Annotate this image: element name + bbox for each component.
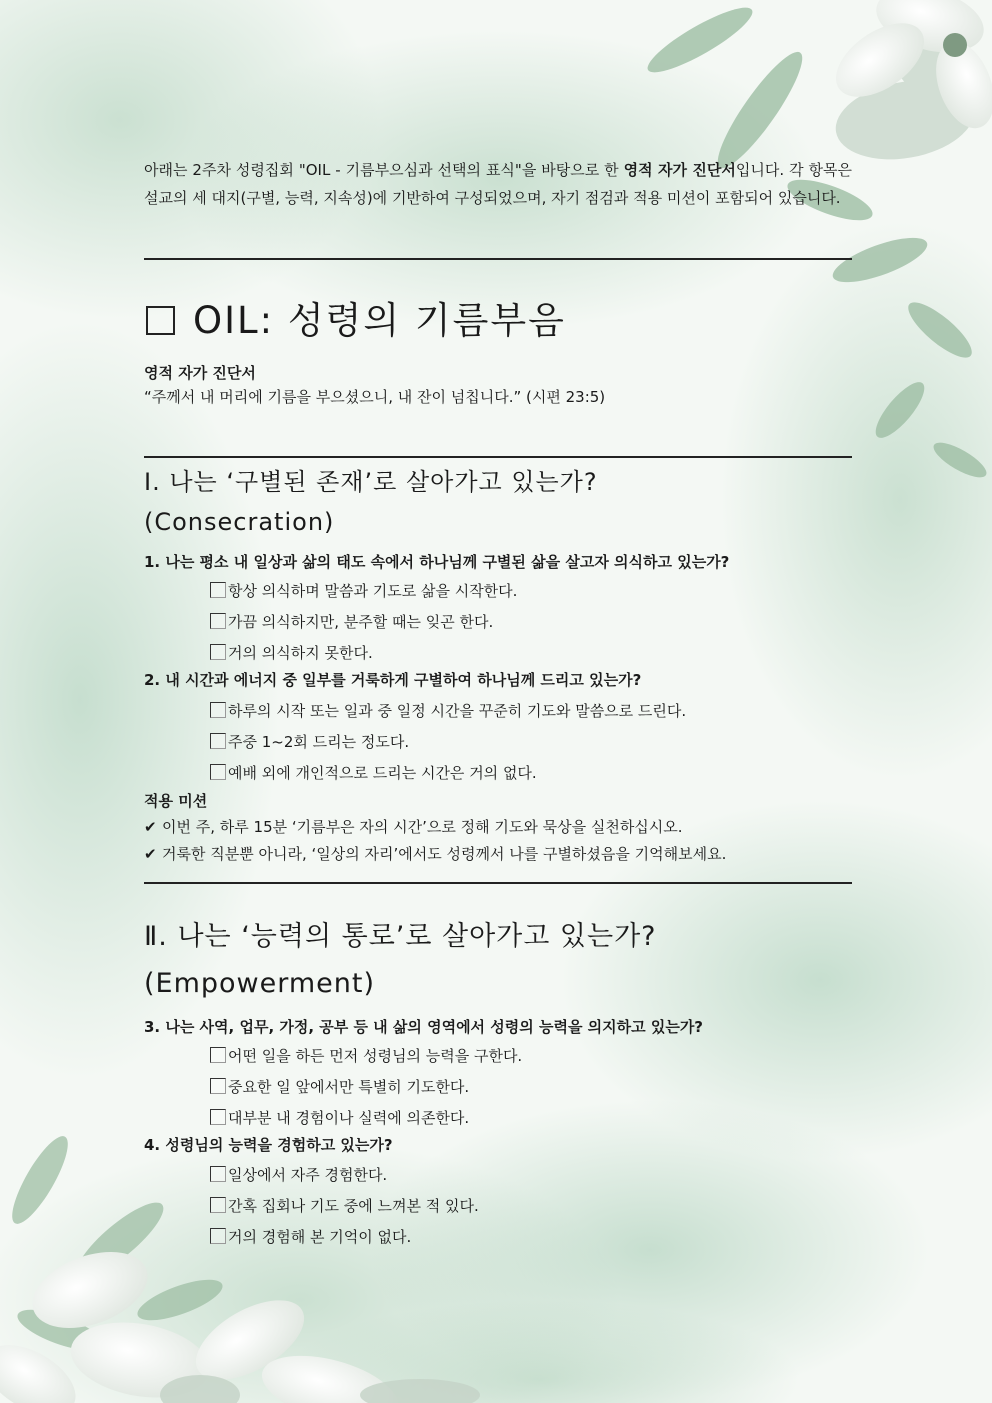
mission-heading: 적용 미션 (144, 792, 208, 810)
option-item[interactable] (210, 700, 686, 721)
section-2-title: Ⅱ. 나는 ‘능력의 통로’로 살아가고 있는가? (144, 921, 657, 952)
question-2: 2. 내 시간과 에너지 중 일부를 거룩하게 구별하여 하나님께 드리고 있는가? (144, 671, 642, 689)
checkbox[interactable] (210, 764, 226, 780)
option-item[interactable] (210, 1045, 522, 1066)
checkmark-icon: ✔ (144, 818, 157, 836)
mission-text: 이번 주, 하루 15분 ‘기름부은 자의 시간’으로 정해 기도와 묵상을 실천하십시오. (162, 818, 683, 836)
section-2-subtitle: (Empowerment) (144, 968, 376, 999)
checkbox[interactable] (210, 1078, 226, 1094)
option-item[interactable] (210, 1076, 469, 1097)
option-item[interactable] (210, 1164, 387, 1185)
checkbox[interactable] (210, 1228, 226, 1244)
option-label: 어떤 일을 하든 먼저 성령님의 능력을 구한다. (228, 1047, 523, 1065)
divider (144, 258, 852, 260)
intro-text-before: 아래는 2주차 성령집회 "OIL - 기름부으심과 선택의 표식"을 바탕으로 한 (144, 161, 624, 179)
option-item[interactable] (210, 762, 537, 783)
checkbox[interactable] (210, 1109, 226, 1125)
option-label: 예배 외에 개인적으로 드리는 시간은 거의 없다. (228, 764, 537, 782)
question-4: 4. 성령님의 능력을 경험하고 있는가? (144, 1136, 393, 1154)
square-icon (146, 306, 175, 335)
option-label: 간혹 집회나 기도 중에 느껴본 적 있다. (228, 1197, 479, 1215)
option-item[interactable] (210, 1226, 411, 1247)
checkbox[interactable] (210, 1166, 226, 1182)
question-1: 1. 나는 평소 내 일상과 삶의 태도 속에서 하나님께 구별된 삶을 살고자 의식하고 있는가? (144, 553, 730, 571)
option-label: 가끔 의식하지만, 분주할 때는 잊곤 한다. (228, 613, 494, 631)
option-item[interactable] (210, 611, 493, 632)
checkmark-icon: ✔ (144, 845, 157, 863)
sub-heading: 영적 자가 진단서 (144, 364, 256, 382)
checkbox[interactable] (210, 1197, 226, 1213)
mission-text: 거룩한 직분뿐 아니라, ‘일상의 자리’에서도 성령께서 나를 구별하셨음을 기억해보세요. (162, 845, 727, 863)
page-title-text: OIL: 성령의 기름부음 (193, 299, 566, 342)
page-title (144, 290, 566, 344)
checkbox[interactable] (210, 702, 226, 718)
option-label: 중요한 일 앞에서만 특별히 기도한다. (228, 1078, 470, 1096)
checkbox[interactable] (210, 582, 226, 598)
option-label: 거의 의식하지 못한다. (228, 644, 373, 662)
option-label: 거의 경험해 본 기억이 없다. (228, 1228, 412, 1246)
intro-paragraph (144, 156, 852, 212)
option-label: 하루의 시작 또는 일과 중 일정 시간을 꾸준히 기도와 말씀으로 드린다. (228, 702, 687, 720)
question-3: 3. 나는 사역, 업무, 가정, 공부 등 내 삶의 영역에서 성령의 능력을 의지하고 있는가? (144, 1018, 704, 1036)
option-item[interactable] (210, 642, 373, 663)
option-item[interactable] (210, 1107, 469, 1128)
checkbox[interactable] (210, 733, 226, 749)
mission-item (144, 816, 683, 837)
divider (144, 456, 852, 458)
section-1-title: Ⅰ. 나는 ‘구별된 존재’로 살아가고 있는가? (144, 468, 598, 496)
divider (144, 882, 852, 884)
intro-text-bold: 영적 자가 진단서 (623, 161, 736, 179)
scripture-verse: “주께서 내 머리에 기름을 부으셨으니, 내 잔이 넘칩니다.” (시편 23:5) (144, 388, 606, 406)
option-label: 주중 1~2회 드리는 정도다. (228, 733, 410, 751)
checkbox[interactable] (210, 644, 226, 660)
option-label: 일상에서 자주 경험한다. (228, 1166, 388, 1184)
option-label: 항상 의식하며 말씀과 기도로 삶을 시작한다. (228, 582, 518, 600)
option-item[interactable] (210, 580, 517, 601)
option-item[interactable] (210, 1195, 479, 1216)
intro-text-after: 입니다. 각 항목은 설교의 세 대지(구별, 능력, 지속성)에 기반하여 구성되었으며, 자기 점검과 적용 미션이 포함되어 있습니다. (144, 161, 852, 207)
option-item[interactable] (210, 731, 409, 752)
mission-item (144, 843, 726, 864)
checkbox[interactable] (210, 1047, 226, 1063)
checkbox[interactable] (210, 613, 226, 629)
option-label: 대부분 내 경험이나 실력에 의존한다. (228, 1109, 470, 1127)
section-1-subtitle: (Consecration) (144, 508, 335, 536)
